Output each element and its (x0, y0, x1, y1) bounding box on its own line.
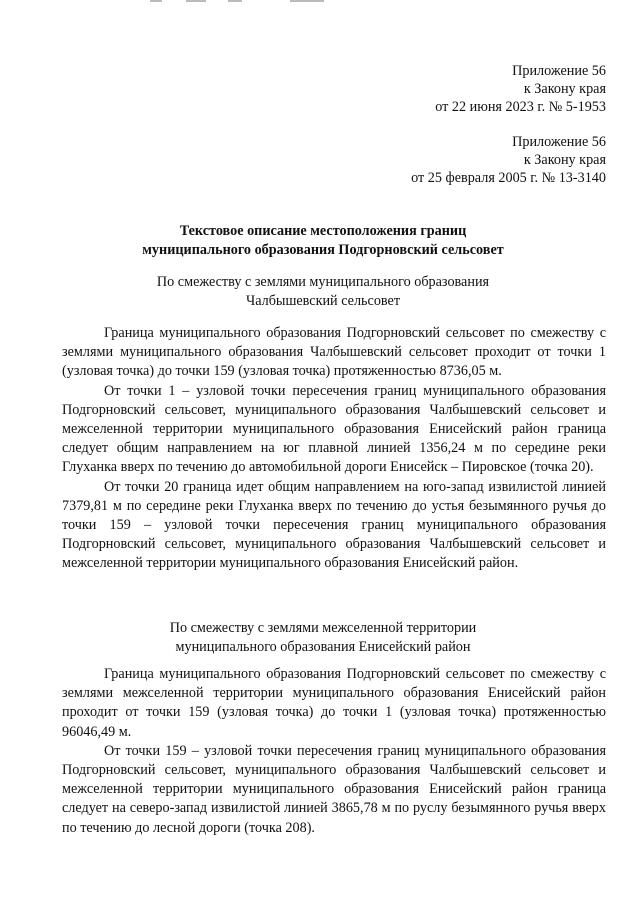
document-title (40, 222, 606, 260)
paragraph: От точки 1 – узловой точки пересечения границ муниципального образования Подгорновский сельсовет, муниципального образования Чалбышевский сельсовет и межселенной территории муниципального образования Енисейский район граница следует общим направлением на юг плавной линией 1356,24 м по середине реки Глуханка вверх по течению до автомобильной дороги Енисейск – Пировское (точка 20). (62, 382, 606, 476)
appendix-law-reference: к Закону края (523, 81, 606, 97)
paragraph: Граница муниципального образования Подгорновский сельсовет по смежеству с землями межселенной территории муниципального образования Енисейский район проходит от точки 159 (узловая точка) до точки 1 (узловая точка) протяженностью 96046,49 м. (62, 666, 606, 740)
appendix-current-header (435, 62, 606, 116)
section-heading-line-2: Чалбышевский сельсовет (245, 293, 401, 309)
section-heading-line-1: По смежеству с землями межселенной территории (169, 620, 477, 636)
scan-artifact (150, 0, 330, 4)
appendix-law-reference: к Закону края (523, 152, 606, 168)
section-heading-line-2: муниципального образования Енисейский район (175, 639, 471, 655)
section-heading-chalbyshevsky (40, 273, 606, 311)
title-line-1: Текстовое описание местоположения границ (179, 223, 467, 239)
appendix-law-date: от 25 февраля 2005 г. № 13-3140 (411, 170, 606, 186)
paragraph: Граница муниципального образования Подгорновский сельсовет по смежеству с землями муниципального образования Чалбышевский сельсовет проходит от точки 1 (узловая точка) до точки 159 (узловая точка) протяженностью 8736,05 м. (62, 325, 606, 380)
section-heading-yeniseysky (40, 619, 606, 657)
paragraph: От точки 159 – узловой точки пересечения границ муниципального образования Подгорновский сельсовет, муниципального образования Чалбышевский сельсовет и межселенной территории муниципального образования Енисейский район граница следует на северо-запад извилистой линией 3865,78 м по руслу безымянного ручья вверх по течению до лесной дороги (точка 208). (62, 742, 606, 836)
appendix-number: Приложение 56 (512, 63, 606, 79)
appendix-number: Приложение 56 (512, 134, 606, 150)
appendix-original-header (411, 133, 606, 187)
section-body-chalbyshevsky (62, 324, 606, 574)
paragraph: От точки 20 граница идет общим направлением на юго-запад извилистой линией 7379,81 м по середине реки Глуханка вверх по течению до устья безымянного ручья до точки 159 – узловой точки пересечения границ муниципального образования Подгорновский сельсовет, муниципального образования Чалбышевский сельсовет и межселенной территории муниципального образования Енисейский район. (62, 478, 606, 572)
section-body-yeniseysky (62, 665, 606, 838)
section-heading-line-1: По смежеству с землями муниципального образования (156, 274, 490, 290)
title-line-2: муниципального образования Подгорновский сельсовет (142, 242, 504, 258)
appendix-law-date: от 22 июня 2023 г. № 5-1953 (435, 99, 606, 115)
